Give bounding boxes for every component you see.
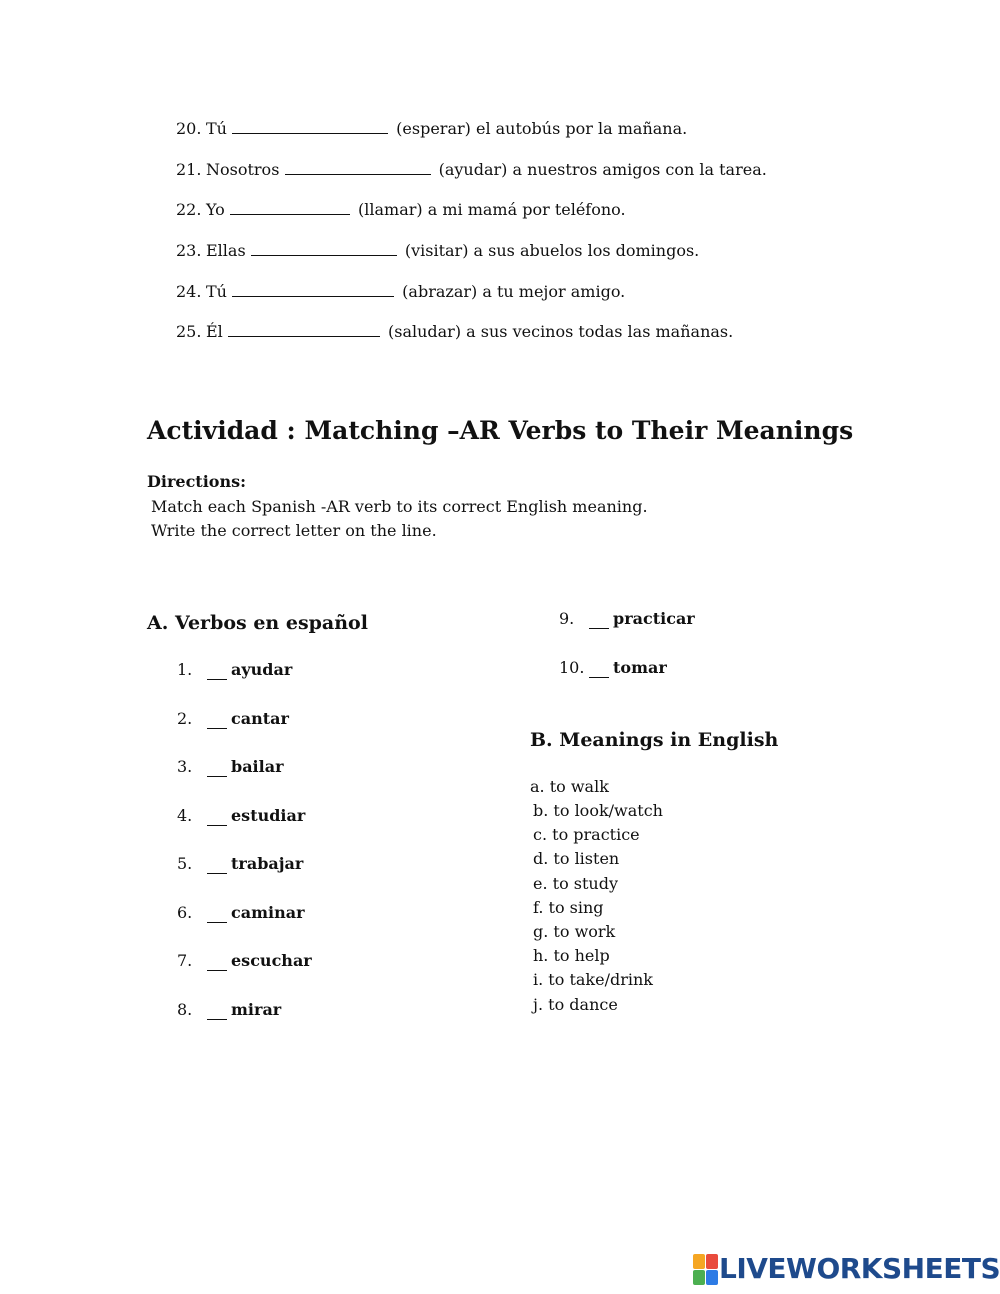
meaning-c: c. to practice bbox=[533, 825, 640, 844]
verb-number: 4. bbox=[177, 806, 193, 825]
answer-line[interactable] bbox=[207, 903, 227, 923]
meaning-e: e. to study bbox=[533, 874, 619, 893]
sentence-23 bbox=[176, 241, 699, 261]
logo-square-2 bbox=[706, 1254, 718, 1269]
sentence-subject: Tú bbox=[206, 119, 227, 138]
verb-item-3 bbox=[177, 757, 284, 777]
meaning-b: b. to look/watch bbox=[533, 801, 663, 820]
sentence-22 bbox=[176, 200, 626, 220]
sentence-number: 20. bbox=[176, 119, 202, 138]
answer-blank[interactable] bbox=[228, 335, 380, 337]
sentence-number: 22. bbox=[176, 200, 202, 219]
answer-line[interactable] bbox=[207, 660, 227, 680]
sentence-rest: (ayudar) a nuestros amigos con la tarea. bbox=[438, 160, 767, 179]
meaning-h: h. to help bbox=[533, 946, 610, 965]
logo-square-3 bbox=[693, 1270, 705, 1285]
sentence-number: 21. bbox=[176, 160, 202, 179]
answer-line[interactable] bbox=[589, 658, 609, 678]
verb-text: practicar bbox=[613, 609, 695, 628]
logo-square-1 bbox=[693, 1254, 705, 1269]
sentence-subject: Nosotros bbox=[206, 160, 280, 179]
verb-item-9 bbox=[559, 609, 695, 629]
answer-line[interactable] bbox=[207, 757, 227, 777]
answer-line[interactable] bbox=[207, 806, 227, 826]
answer-line[interactable] bbox=[207, 1000, 227, 1020]
verb-number: 3. bbox=[177, 757, 193, 776]
answer-line[interactable] bbox=[207, 951, 227, 971]
answer-blank[interactable] bbox=[232, 132, 388, 134]
verb-text: estudiar bbox=[231, 806, 306, 825]
sentence-20 bbox=[176, 119, 687, 139]
sentence-rest: (esperar) el autobús por la mañana. bbox=[396, 119, 688, 138]
sentence-number: 24. bbox=[176, 282, 202, 301]
verb-number: 8. bbox=[177, 1000, 193, 1019]
meaning-i: i. to take/drink bbox=[533, 970, 653, 989]
verb-text: escuchar bbox=[231, 951, 312, 970]
verb-item-7 bbox=[177, 951, 312, 971]
sentence-24 bbox=[176, 282, 625, 302]
sentence-rest: (abrazar) a tu mejor amigo. bbox=[402, 282, 626, 301]
verb-text: bailar bbox=[231, 757, 284, 776]
sentence-rest: (visitar) a sus abuelos los domingos. bbox=[404, 241, 700, 260]
liveworksheets-logo[interactable] bbox=[693, 1252, 1000, 1285]
answer-line[interactable] bbox=[207, 709, 227, 729]
verb-text: trabajar bbox=[231, 854, 304, 873]
section-a-heading: A. Verbos en español bbox=[147, 612, 368, 634]
activity-title: Actividad : Matching –AR Verbs to Their Meanings bbox=[147, 416, 854, 445]
verb-item-10 bbox=[559, 658, 667, 678]
meaning-d: d. to listen bbox=[533, 849, 620, 868]
sentence-subject: Él bbox=[206, 322, 223, 341]
sentence-number: 25. bbox=[176, 322, 202, 341]
sentence-21 bbox=[176, 160, 767, 180]
answer-blank[interactable] bbox=[285, 173, 431, 175]
sentence-subject: Yo bbox=[206, 200, 225, 219]
section-b-heading: B. Meanings in English bbox=[530, 729, 779, 751]
meaning-a: a. to walk bbox=[530, 777, 609, 796]
verb-item-6 bbox=[177, 903, 305, 923]
verb-item-1 bbox=[177, 660, 292, 680]
verb-number: 7. bbox=[177, 951, 193, 970]
sentence-number: 23. bbox=[176, 241, 202, 260]
verb-text: tomar bbox=[613, 658, 667, 677]
answer-blank[interactable] bbox=[232, 295, 394, 297]
verb-text: mirar bbox=[231, 1000, 282, 1019]
meaning-j: j. to dance bbox=[533, 995, 618, 1014]
answer-blank[interactable] bbox=[251, 254, 397, 256]
sentence-rest: (saludar) a sus vecinos todas las mañanas. bbox=[387, 322, 734, 341]
verb-number: 1. bbox=[177, 660, 193, 679]
meaning-f: f. to sing bbox=[533, 898, 604, 917]
logo-text: LIVEWORKSHEETS bbox=[719, 1252, 1000, 1285]
verb-item-5 bbox=[177, 854, 303, 874]
answer-line[interactable] bbox=[207, 854, 227, 874]
verb-item-4 bbox=[177, 806, 305, 826]
verb-number: 2. bbox=[177, 709, 193, 728]
answer-blank[interactable] bbox=[230, 213, 350, 215]
verb-number: 9. bbox=[559, 609, 575, 628]
sentence-25 bbox=[176, 322, 733, 342]
sentence-subject: Tú bbox=[206, 282, 227, 301]
meaning-g: g. to work bbox=[533, 922, 616, 941]
verb-text: cantar bbox=[231, 709, 289, 728]
logo-square-4 bbox=[706, 1270, 718, 1285]
directions-line-2: Write the correct letter on the line. bbox=[151, 521, 437, 540]
verb-number: 10. bbox=[559, 658, 585, 677]
verb-text: caminar bbox=[231, 903, 305, 922]
verb-number: 6. bbox=[177, 903, 193, 922]
verb-item-2 bbox=[177, 709, 289, 729]
verb-item-8 bbox=[177, 1000, 281, 1020]
directions-heading: Directions: bbox=[147, 472, 246, 491]
answer-line[interactable] bbox=[589, 609, 609, 629]
directions-line-1: Match each Spanish -AR verb to its correct English meaning. bbox=[151, 497, 648, 516]
verb-number: 5. bbox=[177, 854, 193, 873]
sentence-subject: Ellas bbox=[206, 241, 246, 260]
verb-text: ayudar bbox=[231, 660, 293, 679]
sentence-rest: (llamar) a mi mamá por teléfono. bbox=[358, 200, 626, 219]
logo-icon bbox=[693, 1254, 717, 1284]
